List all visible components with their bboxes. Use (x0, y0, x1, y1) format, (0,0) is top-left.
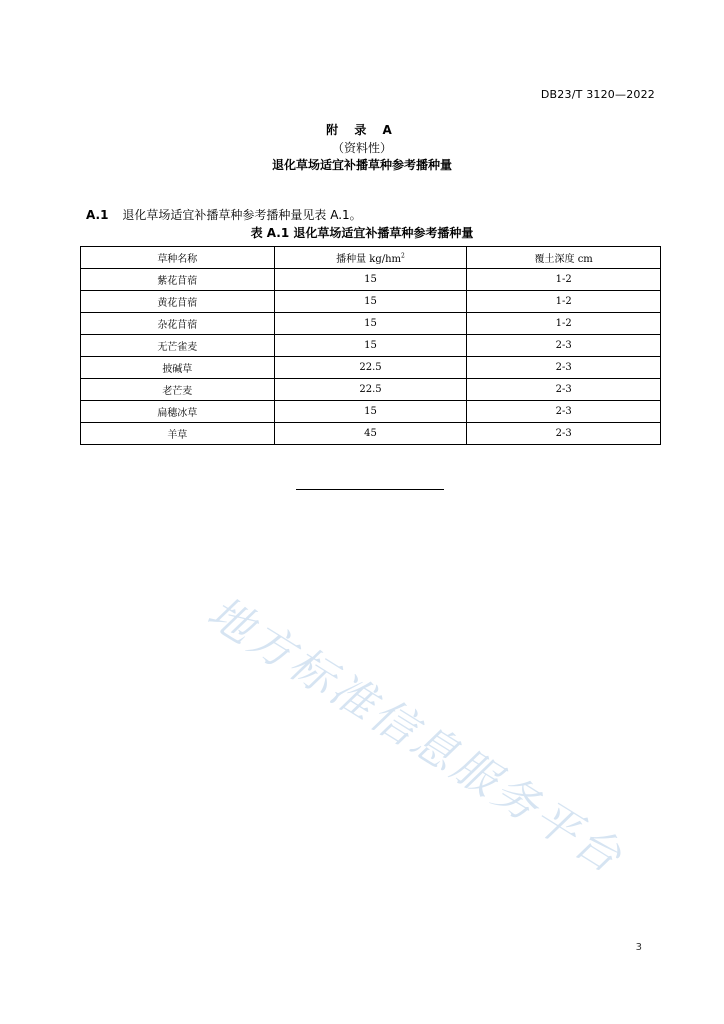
end-rule (296, 489, 444, 490)
watermark: 地方标准信息服务平台 (198, 587, 633, 885)
table-row (81, 291, 661, 313)
cell-seeding-rate: 45 (274, 423, 467, 445)
cell-seeding-rate: 15 (274, 269, 467, 291)
header-seeding-rate-label: 播种量 kg/hm (336, 254, 402, 265)
cell-species: 紫花苜蓿 (81, 269, 275, 291)
cell-seeding-rate: 22.5 (274, 357, 467, 379)
table-row (81, 313, 661, 335)
table-row (81, 379, 661, 401)
cell-seeding-rate: 22.5 (274, 379, 467, 401)
header-species: 草种名称 (81, 247, 275, 269)
header-soil-depth: 覆土深度 cm (467, 247, 661, 269)
table-row (81, 269, 661, 291)
cell-species: 羊草 (81, 423, 275, 445)
cell-soil-depth: 2-3 (467, 423, 661, 445)
table-row (81, 357, 661, 379)
cell-soil-depth: 1-2 (467, 313, 661, 335)
cell-species: 老芒麦 (81, 379, 275, 401)
header-seeding-rate (274, 247, 467, 269)
cell-seeding-rate: 15 (274, 313, 467, 335)
cell-soil-depth: 1-2 (467, 291, 661, 313)
seeding-rate-table (80, 246, 661, 445)
section-a1 (86, 206, 362, 223)
table-body (81, 269, 661, 445)
cell-soil-depth: 2-3 (467, 379, 661, 401)
table-caption: 表 A.1 退化草场适宜补播草种参考播种量 (250, 226, 474, 240)
appendix-nature: （资料性） (331, 141, 392, 155)
cell-soil-depth: 2-3 (467, 401, 661, 423)
table-row (81, 335, 661, 357)
cell-species: 扁穗冰草 (81, 401, 275, 423)
cell-seeding-rate: 15 (274, 335, 467, 357)
cell-species: 黄花苜蓿 (81, 291, 275, 313)
section-number: A.1 (86, 208, 109, 222)
cell-seeding-rate: 15 (274, 401, 467, 423)
cell-soil-depth: 1-2 (467, 269, 661, 291)
page-number: 3 (635, 942, 642, 953)
header-seeding-rate-sup: 2 (401, 252, 405, 260)
table-row (81, 423, 661, 445)
table-row (81, 401, 661, 423)
cell-species: 杂花苜蓿 (81, 313, 275, 335)
table-header-row (81, 247, 661, 269)
appendix-heading: 退化草场适宜补播草种参考播种量 (271, 158, 452, 172)
section-text: 退化草场适宜补播草种参考播种量见表 A.1。 (122, 208, 362, 222)
cell-soil-depth: 2-3 (467, 357, 661, 379)
document-code: DB23/T 3120—2022 (540, 88, 655, 101)
cell-soil-depth: 2-3 (467, 335, 661, 357)
cell-seeding-rate: 15 (274, 291, 467, 313)
appendix-title: 附 录 A (326, 123, 398, 137)
cell-species: 披碱草 (81, 357, 275, 379)
cell-species: 无芒雀麦 (81, 335, 275, 357)
